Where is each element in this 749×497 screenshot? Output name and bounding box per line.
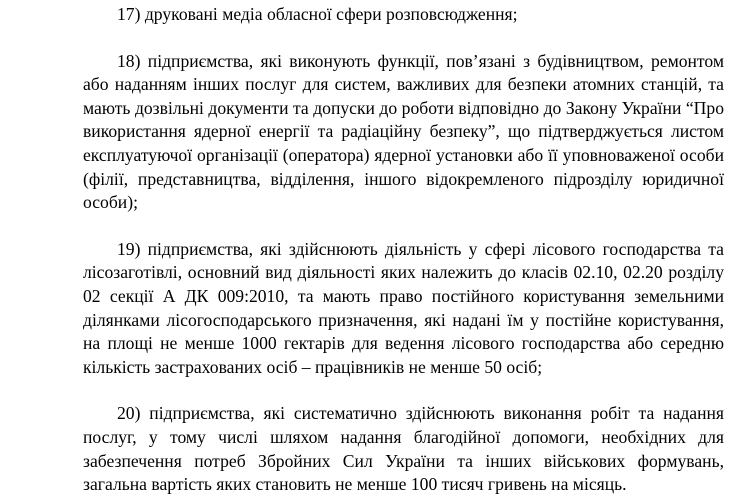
paragraph-text: підприємства, які здійснюють діяльність у сфері лісового господарства та лісозаготівлі, основний вид діяльності яких належить до класів 02.10, 02.20 розділу 02 секції А ДК 009:2010, та мають право постійного користування земельними ділянками лісогосподарського призначення, які надані їм у постійне користування, на площі не менше 1000 гектарів для ведення лісового господарства або середню кількість застрахованих осіб – працівників не менше 50 осіб; (83, 238, 724, 377)
paragraph-number: 17) (117, 4, 141, 24)
paragraph-19 (83, 238, 724, 380)
paragraph-18 (83, 50, 724, 215)
paragraph-text: друковані медіа обласної сфери розповсюдження; (144, 4, 518, 24)
paragraph-number: 20) (117, 403, 141, 424)
paragraph-text: підприємства, які виконують функції, пов’язані з будівництвом, ремонтом або наданням інших послуг для систем, важливих для безпеки атомних станцій, та мають дозвільні документи та допуски до роботи відповідно до Закону України “Про використання ядерної енергії та радіаційну безпеку”, що підтверджується листом експлуатуючої організації (оператора) ядерної установки або її уповноваженої особи (філії, представництва, відділення, іншого відокремленого підрозділу юридичної особи); (83, 50, 724, 213)
paragraph-gap (83, 27, 724, 50)
paragraph-17 (83, 3, 724, 27)
paragraph-gap (83, 215, 724, 238)
paragraph-number: 19) (117, 238, 141, 259)
document-page (83, 0, 724, 497)
paragraph-text: підприємства, які систематично здійснюють виконання робіт та надання послуг, у тому числі шляхом надання благодійної допомоги, необхідних для забезпечення потреб Збройних Сил України та інших військових формувань, загальна вартість яких становить не менше 100 тисяч гривень на місяць. (83, 403, 725, 495)
paragraph-20 (83, 402, 724, 496)
paragraph-gap (83, 379, 724, 402)
paragraph-number: 18) (117, 50, 141, 71)
